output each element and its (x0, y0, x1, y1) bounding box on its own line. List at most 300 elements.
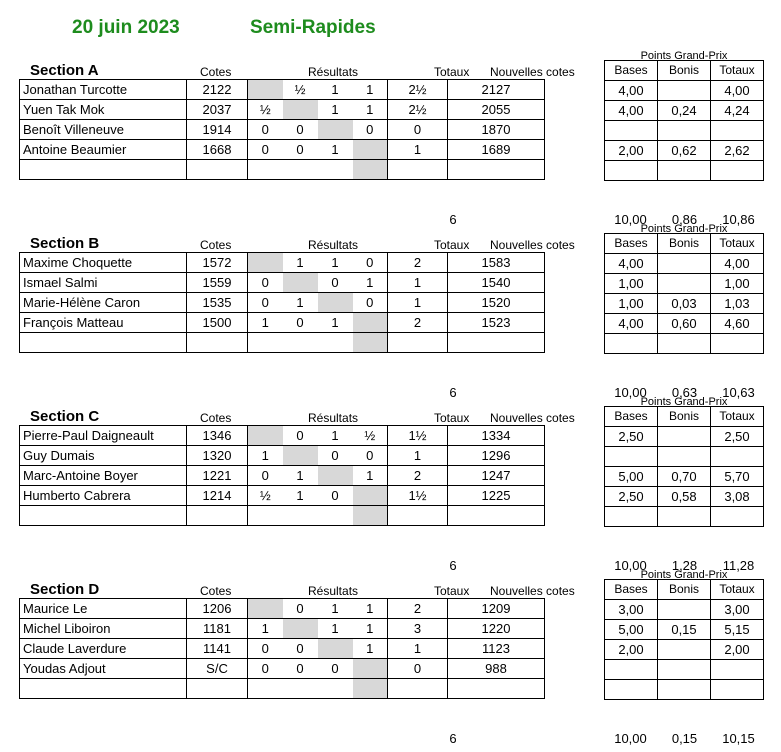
empty-row (20, 679, 545, 699)
col-header-nouvelles-cotes: Nouvelles cotes (490, 238, 575, 252)
result-cell: 1 (318, 80, 353, 100)
col-header-cotes: Cotes (200, 238, 232, 252)
gp-row (605, 660, 764, 680)
gp-total: 3,00 (711, 600, 764, 620)
player-new-cote: 1540 (448, 273, 545, 293)
player-new-cote: 988 (448, 659, 545, 679)
player-row (20, 253, 545, 273)
player-name: Youdas Adjout (20, 659, 187, 679)
gp-bases (605, 447, 658, 467)
gp-bases: 2,00 (605, 141, 658, 161)
empty-cell (658, 161, 711, 181)
empty-cell (20, 333, 187, 353)
result-cell: 0 (283, 120, 318, 140)
result-cell: 1 (248, 313, 283, 333)
player-total: 1½ (388, 426, 448, 446)
empty-cell (248, 160, 283, 180)
gp-empty-row (605, 507, 764, 527)
col-header-resultats: Résultats (308, 238, 359, 252)
empty-cell (283, 160, 318, 180)
gp-bonis (658, 600, 711, 620)
gp-empty-row (605, 334, 764, 354)
gp-bonis (658, 274, 711, 294)
gp-total (711, 447, 764, 467)
gp-bonis (658, 81, 711, 101)
gp-bases: 3,00 (605, 600, 658, 620)
result-cell: 0 (318, 659, 353, 679)
player-cote: 1914 (187, 120, 248, 140)
empty-cell (187, 679, 248, 699)
result-cell (283, 273, 318, 293)
gp-bases: 2,50 (605, 427, 658, 447)
gp-sum-totaux: 10,86 (722, 212, 755, 227)
empty-cell (448, 160, 545, 180)
section-name: Section C (30, 408, 100, 425)
gp-total: 3,08 (711, 487, 764, 507)
gp-row (605, 314, 764, 334)
gp-empty-row (605, 161, 764, 181)
player-new-cote: 1689 (448, 140, 545, 160)
result-cell: 1 (248, 446, 283, 466)
gp-total: 5,70 (711, 467, 764, 487)
gp-bonis (658, 447, 711, 467)
gp-sum-bonis: 0,86 (671, 212, 698, 227)
gp-bonis: 0,60 (658, 314, 711, 334)
result-cell: 0 (353, 120, 388, 140)
col-header-totaux: Totaux (434, 411, 470, 425)
result-cell: 1 (353, 100, 388, 120)
player-new-cote: 1334 (448, 426, 545, 446)
gp-row (605, 620, 764, 640)
result-cell: 1 (318, 253, 353, 273)
grand-prix-title: Points Grand-Prix (640, 569, 728, 581)
gp-bases: 2,50 (605, 487, 658, 507)
col-header-resultats: Résultats (308, 584, 359, 598)
grand-prix-title: Points Grand-Prix (640, 223, 728, 235)
gp-bases: 4,00 (605, 101, 658, 121)
gp-bases (605, 660, 658, 680)
results-table (19, 79, 545, 180)
empty-row (20, 160, 545, 180)
gp-header-bonis: Bonis (658, 407, 711, 427)
gp-row (605, 447, 764, 467)
player-new-cote: 2127 (448, 80, 545, 100)
gp-bases: 4,00 (605, 254, 658, 274)
empty-cell (711, 507, 764, 527)
empty-cell (605, 507, 658, 527)
empty-cell (448, 333, 545, 353)
empty-cell (388, 506, 448, 526)
result-cell: 1 (353, 639, 388, 659)
gp-sum-totaux: 10,63 (722, 385, 755, 400)
player-cote: 1346 (187, 426, 248, 446)
empty-cell (353, 160, 388, 180)
player-row (20, 313, 545, 333)
gp-row (605, 294, 764, 314)
player-name: Claude Laverdure (20, 639, 187, 659)
gp-bases: 4,00 (605, 314, 658, 334)
gp-row (605, 274, 764, 294)
player-row (20, 293, 545, 313)
player-new-cote: 2055 (448, 100, 545, 120)
result-cell: ½ (248, 100, 283, 120)
col-header-totaux: Totaux (434, 65, 470, 79)
result-cell: 0 (283, 313, 318, 333)
player-cote: 1559 (187, 273, 248, 293)
empty-cell (605, 334, 658, 354)
player-cote: 2122 (187, 80, 248, 100)
result-cell: 1 (318, 599, 353, 619)
result-cell: 0 (318, 446, 353, 466)
player-name: Marie-Hélène Caron (20, 293, 187, 313)
gp-row (605, 640, 764, 660)
player-new-cote: 1123 (448, 639, 545, 659)
player-name: Maxime Choquette (20, 253, 187, 273)
player-cote: 1214 (187, 486, 248, 506)
player-row (20, 486, 545, 506)
result-cell: 1 (318, 313, 353, 333)
section-total: 6 (449, 731, 457, 746)
result-cell (353, 659, 388, 679)
empty-cell (187, 333, 248, 353)
gp-bases: 5,00 (605, 620, 658, 640)
gp-bonis (658, 640, 711, 660)
player-total: 1 (388, 639, 448, 659)
gp-total: 4,00 (711, 254, 764, 274)
player-row (20, 659, 545, 679)
player-name: Pierre-Paul Daigneault (20, 426, 187, 446)
gp-bonis (658, 121, 711, 141)
gp-bonis (658, 427, 711, 447)
result-cell: 0 (248, 140, 283, 160)
page-title: Semi-Rapides (250, 17, 376, 38)
gp-total: 2,50 (711, 427, 764, 447)
gp-header-bonis: Bonis (658, 580, 711, 600)
player-cote: 1500 (187, 313, 248, 333)
section-total: 6 (449, 385, 457, 400)
gp-row (605, 487, 764, 507)
grand-prix-title: Points Grand-Prix (640, 50, 728, 62)
result-cell: 0 (318, 486, 353, 506)
empty-cell (318, 160, 353, 180)
gp-bonis: 0,03 (658, 294, 711, 314)
player-total: 0 (388, 120, 448, 140)
player-name: François Matteau (20, 313, 187, 333)
empty-cell (318, 333, 353, 353)
gp-header-bonis: Bonis (658, 234, 711, 254)
gp-total (711, 121, 764, 141)
empty-cell (248, 679, 283, 699)
gp-sum-bases: 10,00 (614, 558, 647, 573)
grand-prix-table (604, 406, 764, 527)
player-total: 2 (388, 466, 448, 486)
empty-cell (20, 506, 187, 526)
empty-cell (283, 506, 318, 526)
gp-row (605, 427, 764, 447)
gp-row (605, 101, 764, 121)
gp-total: 2,00 (711, 640, 764, 660)
result-cell: 1 (318, 619, 353, 639)
result-cell: ½ (248, 486, 283, 506)
gp-sum-bonis: 0,63 (671, 385, 698, 400)
empty-cell (318, 679, 353, 699)
result-cell: 1 (283, 466, 318, 486)
player-cote: 1221 (187, 466, 248, 486)
result-cell (248, 80, 283, 100)
gp-total: 4,00 (711, 81, 764, 101)
gp-bonis: 0,15 (658, 620, 711, 640)
result-cell: 1 (318, 426, 353, 446)
empty-cell (318, 506, 353, 526)
result-cell: 0 (248, 639, 283, 659)
col-header-resultats: Résultats (308, 411, 359, 425)
player-total: 0 (388, 659, 448, 679)
result-cell: 0 (283, 140, 318, 160)
empty-cell (448, 506, 545, 526)
player-new-cote: 1870 (448, 120, 545, 140)
result-cell: 0 (248, 659, 283, 679)
section-2 (0, 396, 781, 579)
result-cell: 1 (353, 466, 388, 486)
result-cell: 1 (353, 599, 388, 619)
player-total: 2 (388, 253, 448, 273)
gp-total: 5,15 (711, 620, 764, 640)
result-cell: 1 (283, 486, 318, 506)
result-cell (318, 466, 353, 486)
gp-bonis: 0,62 (658, 141, 711, 161)
section-name: Section D (30, 581, 100, 598)
result-cell (283, 446, 318, 466)
player-total: 1½ (388, 486, 448, 506)
col-header-cotes: Cotes (200, 584, 232, 598)
player-name: Maurice Le (20, 599, 187, 619)
gp-row (605, 254, 764, 274)
player-cote: 1535 (187, 293, 248, 313)
empty-cell (605, 161, 658, 181)
empty-cell (353, 333, 388, 353)
gp-bases: 1,00 (605, 294, 658, 314)
empty-cell (711, 334, 764, 354)
gp-empty-row (605, 680, 764, 700)
empty-cell (353, 506, 388, 526)
result-cell (248, 599, 283, 619)
player-name: Michel Liboiron (20, 619, 187, 639)
gp-sum-bases: 10,00 (614, 212, 647, 227)
section-name: Section B (30, 235, 100, 252)
empty-cell (658, 680, 711, 700)
result-cell: 1 (353, 619, 388, 639)
empty-cell (187, 160, 248, 180)
player-new-cote: 1296 (448, 446, 545, 466)
empty-cell (248, 506, 283, 526)
gp-bonis (658, 254, 711, 274)
empty-cell (711, 161, 764, 181)
section-total: 6 (449, 212, 457, 227)
player-new-cote: 1247 (448, 466, 545, 486)
result-cell (353, 486, 388, 506)
empty-cell (658, 507, 711, 527)
empty-cell (20, 679, 187, 699)
col-header-totaux: Totaux (434, 584, 470, 598)
gp-bases: 5,00 (605, 467, 658, 487)
gp-header-totaux: Totaux (711, 234, 764, 254)
gp-bases: 4,00 (605, 81, 658, 101)
gp-total: 1,00 (711, 274, 764, 294)
player-total: 2 (388, 313, 448, 333)
player-row (20, 639, 545, 659)
gp-bonis: 0,70 (658, 467, 711, 487)
results-table (19, 252, 545, 353)
gp-header-bonis: Bonis (658, 61, 711, 81)
result-cell: 0 (353, 446, 388, 466)
result-cell: 0 (283, 659, 318, 679)
section-0 (0, 50, 781, 233)
gp-row (605, 121, 764, 141)
player-total: 1 (388, 293, 448, 313)
player-cote: 1668 (187, 140, 248, 160)
page-date: 20 juin 2023 (72, 17, 180, 38)
gp-total: 1,03 (711, 294, 764, 314)
player-total: 1 (388, 273, 448, 293)
empty-cell (605, 680, 658, 700)
result-cell (248, 426, 283, 446)
gp-total (711, 660, 764, 680)
result-cell (318, 120, 353, 140)
player-new-cote: 1220 (448, 619, 545, 639)
results-table (19, 598, 545, 699)
player-name: Antoine Beaumier (20, 140, 187, 160)
result-cell: 1 (283, 293, 318, 313)
result-cell: 0 (248, 293, 283, 313)
gp-total: 4,24 (711, 101, 764, 121)
gp-header-totaux: Totaux (711, 580, 764, 600)
gp-header-totaux: Totaux (711, 407, 764, 427)
player-name: Guy Dumais (20, 446, 187, 466)
result-cell (283, 619, 318, 639)
player-cote: 1320 (187, 446, 248, 466)
result-cell: 1 (353, 80, 388, 100)
result-cell: 0 (353, 253, 388, 273)
empty-cell (448, 679, 545, 699)
player-name: Yuen Tak Mok (20, 100, 187, 120)
result-cell (318, 293, 353, 313)
player-name: Jonathan Turcotte (20, 80, 187, 100)
result-cell: 1 (318, 100, 353, 120)
gp-bonis (658, 660, 711, 680)
gp-bonis: 0,58 (658, 487, 711, 507)
gp-sum-bases: 10,00 (614, 385, 647, 400)
col-header-nouvelles-cotes: Nouvelles cotes (490, 65, 575, 79)
result-cell (353, 313, 388, 333)
gp-header-bases: Bases (605, 234, 658, 254)
grand-prix-table (604, 60, 764, 181)
player-row (20, 426, 545, 446)
empty-cell (283, 333, 318, 353)
player-total: 2½ (388, 100, 448, 120)
grand-prix-table (604, 233, 764, 354)
player-row (20, 100, 545, 120)
gp-header-totaux: Totaux (711, 61, 764, 81)
empty-cell (248, 333, 283, 353)
result-cell: 1 (283, 253, 318, 273)
empty-cell (388, 333, 448, 353)
player-cote: 1141 (187, 639, 248, 659)
player-row (20, 599, 545, 619)
gp-sum-totaux: 11,28 (722, 558, 755, 573)
result-cell: 0 (353, 293, 388, 313)
player-row (20, 140, 545, 160)
gp-header-bases: Bases (605, 61, 658, 81)
grand-prix-table (604, 579, 764, 700)
empty-cell (353, 679, 388, 699)
empty-cell (187, 506, 248, 526)
player-total: 2 (388, 599, 448, 619)
empty-row (20, 333, 545, 353)
result-cell: ½ (353, 426, 388, 446)
player-row (20, 466, 545, 486)
player-name: Marc-Antoine Boyer (20, 466, 187, 486)
col-header-resultats: Résultats (308, 65, 359, 79)
player-new-cote: 1523 (448, 313, 545, 333)
player-row (20, 619, 545, 639)
player-new-cote: 1583 (448, 253, 545, 273)
player-cote: 1572 (187, 253, 248, 273)
col-header-nouvelles-cotes: Nouvelles cotes (490, 584, 575, 598)
gp-bases: 2,00 (605, 640, 658, 660)
player-row (20, 446, 545, 466)
empty-cell (658, 334, 711, 354)
gp-header-bases: Bases (605, 407, 658, 427)
result-cell (353, 140, 388, 160)
result-cell: 0 (283, 599, 318, 619)
player-cote: S/C (187, 659, 248, 679)
empty-cell (388, 679, 448, 699)
gp-row (605, 81, 764, 101)
section-name: Section A (30, 62, 99, 79)
player-row (20, 120, 545, 140)
gp-sum-bonis: 1,28 (671, 558, 698, 573)
empty-row (20, 506, 545, 526)
col-header-nouvelles-cotes: Nouvelles cotes (490, 411, 575, 425)
gp-bases: 1,00 (605, 274, 658, 294)
result-cell (318, 639, 353, 659)
player-total: 1 (388, 140, 448, 160)
section-1 (0, 223, 781, 406)
section-3 (0, 569, 781, 752)
gp-sum-bases: 10,00 (614, 731, 647, 746)
result-cell: 1 (353, 273, 388, 293)
gp-bases (605, 121, 658, 141)
result-cell: 0 (283, 639, 318, 659)
player-new-cote: 1520 (448, 293, 545, 313)
result-cell: 0 (318, 273, 353, 293)
gp-row (605, 141, 764, 161)
col-header-totaux: Totaux (434, 238, 470, 252)
player-total: 3 (388, 619, 448, 639)
gp-header-bases: Bases (605, 580, 658, 600)
player-new-cote: 1209 (448, 599, 545, 619)
gp-bonis: 0,24 (658, 101, 711, 121)
results-table (19, 425, 545, 526)
col-header-cotes: Cotes (200, 411, 232, 425)
result-cell: 0 (283, 426, 318, 446)
gp-total: 2,62 (711, 141, 764, 161)
player-row (20, 80, 545, 100)
player-name: Humberto Cabrera (20, 486, 187, 506)
player-new-cote: 1225 (448, 486, 545, 506)
grand-prix-title: Points Grand-Prix (640, 396, 728, 408)
player-name: Ismael Salmi (20, 273, 187, 293)
